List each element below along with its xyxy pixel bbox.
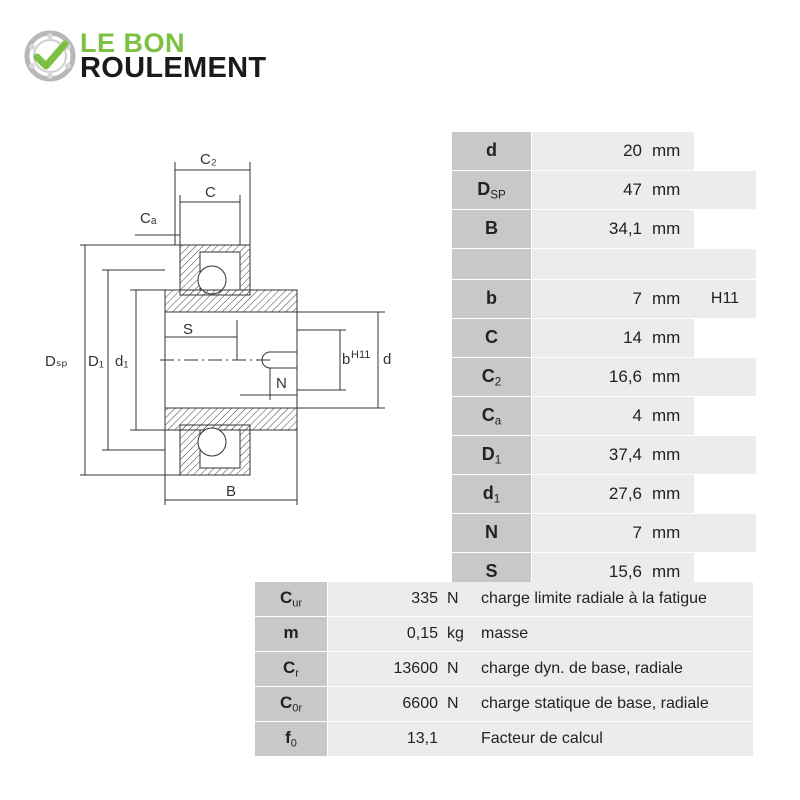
table-row: [452, 436, 756, 475]
dimension-symbol-letter: S: [485, 560, 498, 581]
load-value: 0,15: [328, 617, 445, 652]
load-value: 6600: [328, 687, 445, 722]
dimension-symbol: [452, 210, 532, 249]
dimension-symbol-sub: SP: [490, 188, 506, 202]
load-description: charge statique de base, radiale: [471, 687, 753, 722]
load-symbol-letter: C: [283, 658, 296, 678]
dimension-symbol: [452, 319, 532, 358]
table-row: [452, 397, 756, 436]
dimensions-table: [452, 132, 756, 592]
table-row: [255, 687, 753, 722]
table-row: [255, 652, 753, 687]
load-symbol-letter: C: [279, 588, 293, 608]
load-value: 13,1: [328, 722, 445, 757]
load-symbol: [255, 652, 328, 687]
load-symbol: [255, 722, 328, 757]
table-row: [452, 132, 756, 171]
dimension-symbol-letter: N: [485, 521, 498, 542]
dimension-value: 15,6: [532, 553, 649, 592]
dimension-value: 37,4: [532, 436, 649, 475]
dimension-value: 47: [532, 171, 649, 210]
load-value: 335: [328, 582, 445, 617]
label-h11: H11: [351, 349, 371, 361]
label-d1-lower: d₁: [115, 353, 129, 370]
dimension-value: 16,6: [532, 358, 649, 397]
label-ca: Cₐ: [140, 210, 157, 227]
dimension-symbol-letter: d: [482, 482, 494, 503]
dimension-symbol: [452, 514, 532, 553]
load-symbol-sub: 0r: [292, 702, 303, 715]
label-s: S: [183, 321, 194, 338]
dimension-symbol-sub: a: [494, 414, 502, 428]
label-c: C: [205, 184, 216, 201]
dimension-symbol: [452, 397, 532, 436]
dimension-unit: mm: [648, 358, 694, 397]
load-symbol: [255, 582, 328, 617]
dimension-symbol-letter: C: [485, 326, 498, 347]
dimension-tolerance: [694, 132, 756, 171]
load-symbol-sub: r: [295, 667, 299, 680]
dimension-tolerance: H11: [694, 280, 756, 319]
load-description: Facteur de calcul: [471, 722, 753, 757]
dimension-symbol: [452, 475, 532, 514]
label-dsp: Dₛₚ: [45, 353, 68, 370]
dimension-value: 20: [532, 132, 649, 171]
dimension-symbol-sub: 2: [494, 375, 502, 389]
load-symbol-letter: f: [285, 728, 291, 748]
dimension-value: 27,6: [532, 475, 649, 514]
loads-table: [255, 582, 753, 757]
load-symbol-letter: m: [283, 623, 299, 643]
load-value: 13600: [328, 652, 445, 687]
dimension-tolerance: [694, 210, 756, 249]
table-row: [255, 582, 753, 617]
dimension-unit: mm: [648, 475, 694, 514]
label-n: N: [276, 375, 287, 392]
dimension-symbol-letter: C: [481, 365, 495, 386]
dimension-tolerance: [694, 358, 756, 397]
load-symbol-sub: ur: [292, 597, 303, 610]
dimension-symbol: [452, 171, 532, 210]
dimension-symbol-letter: B: [485, 217, 498, 238]
dimension-unit: mm: [648, 210, 694, 249]
dimension-symbol: [452, 358, 532, 397]
dimension-tolerance: [694, 436, 756, 475]
label-c2: C₂: [200, 151, 217, 168]
dimension-unit: mm: [648, 397, 694, 436]
load-unit: N: [444, 687, 471, 722]
brand-logo: [24, 28, 304, 88]
dimension-unit: mm: [648, 132, 694, 171]
dimension-unit: mm: [648, 319, 694, 358]
table-row: [452, 358, 756, 397]
dimension-tolerance: [694, 397, 756, 436]
table-row: [255, 722, 753, 757]
load-unit: kg: [444, 617, 471, 652]
dimension-symbol-sub: 1: [493, 492, 501, 506]
dimension-symbol-letter: b: [486, 287, 497, 308]
load-description: charge dyn. de base, radiale: [471, 652, 753, 687]
dimension-value: 34,1: [532, 210, 649, 249]
table-row: [452, 514, 756, 553]
label-b-slot: b: [342, 351, 351, 368]
brand-name-line1: LE BON: [80, 28, 186, 58]
dimension-tolerance: [694, 475, 756, 514]
bearing-check-icon: [24, 30, 76, 82]
load-symbol: [255, 617, 328, 652]
dimension-value: 7: [532, 280, 649, 319]
dimension-symbol: [452, 280, 532, 319]
dimension-tolerance: [694, 171, 756, 210]
dimension-unit: mm: [648, 553, 694, 592]
dimension-symbol-letter: C: [481, 404, 495, 425]
brand-name-line2: ROULEMENT: [80, 52, 267, 84]
dimension-value: 7: [532, 514, 649, 553]
dimension-symbol-letter: D: [481, 443, 495, 464]
dimension-symbol-sub: 1: [494, 453, 502, 467]
table-row: [452, 171, 756, 210]
table-row: [452, 210, 756, 249]
load-description: masse: [471, 617, 753, 652]
dimension-value: 14: [532, 319, 649, 358]
label-d-bore: d: [383, 351, 392, 368]
dimension-symbol: [452, 436, 532, 475]
load-unit: N: [444, 582, 471, 617]
label-d1-upper: D₁: [88, 353, 104, 370]
table-spacer-row: [452, 249, 756, 280]
dimension-value: 4: [532, 397, 649, 436]
dimension-unit: mm: [648, 436, 694, 475]
table-row: [452, 475, 756, 514]
dimension-tolerance: [694, 514, 756, 553]
table-row: [255, 617, 753, 652]
dimension-unit: mm: [648, 514, 694, 553]
dimension-symbol-letter: d: [486, 139, 497, 160]
dimension-tolerance: [694, 319, 756, 358]
label-b-width: B: [226, 483, 237, 500]
load-description: charge limite radiale à la fatigue: [471, 582, 753, 617]
dimension-unit: mm: [648, 171, 694, 210]
dimension-symbol: [452, 132, 532, 171]
bearing-section-drawing: [40, 140, 420, 520]
dimension-unit: mm: [648, 280, 694, 319]
load-unit: N: [444, 652, 471, 687]
table-row: [452, 319, 756, 358]
load-unit: [444, 722, 471, 757]
dimension-symbol-letter: D: [477, 178, 491, 199]
load-symbol-letter: C: [279, 693, 293, 713]
table-row: [452, 280, 756, 319]
load-symbol: [255, 687, 328, 722]
load-symbol-sub: 0: [290, 737, 297, 750]
